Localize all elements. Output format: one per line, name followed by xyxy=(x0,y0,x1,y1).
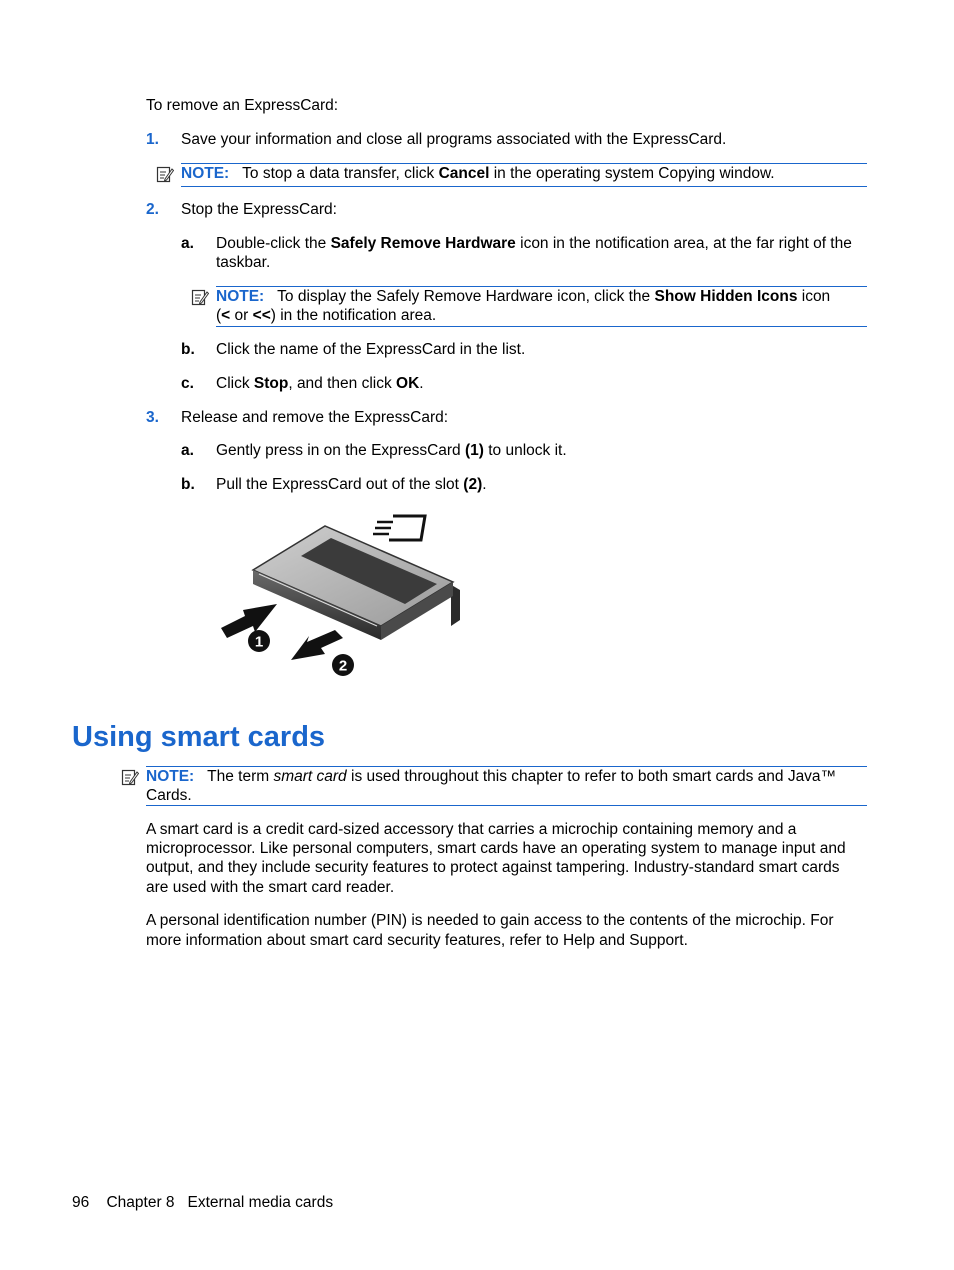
section-heading: Using smart cards xyxy=(72,721,326,753)
footer-chapter-title: External media cards xyxy=(187,1194,334,1211)
callout-1-label: 1 xyxy=(254,633,264,651)
step-2b-text: Click the name of the ExpressCard in the list. xyxy=(216,341,526,358)
page-number: 96 xyxy=(72,1194,90,1211)
paragraph-1-line-3: output, and they include security features to protect against tampering. Industry-standard smart cards xyxy=(146,859,840,876)
step-2a-text: Double-click the Safely Remove Hardware icon in the notification area, at the far right of the xyxy=(216,235,852,252)
note-1-bottom-rule xyxy=(181,186,867,187)
step-2a-text-line-2: taskbar. xyxy=(216,254,271,271)
step-3-number: 3. xyxy=(146,409,159,426)
note-2-text: NOTE: To display the Safely Remove Hardware icon, click the Show Hidden Icons icon xyxy=(216,288,831,305)
intro-text: To remove an ExpressCard: xyxy=(146,97,339,114)
note-3-text: NOTE: The term smart card is used throughout this chapter to refer to both smart cards and Java™ xyxy=(146,768,837,785)
note-2-label: NOTE: xyxy=(216,288,265,305)
note-2-text-line-2: (< or <<) in the notification area. xyxy=(216,307,437,324)
step-2c-letter: c. xyxy=(181,375,194,392)
paragraph-2-line-1: A personal identification number (PIN) is needed to gain access to the contents of the microchip. For xyxy=(146,912,834,929)
note-3-text-line-2: Cards. xyxy=(146,787,192,804)
step-3a-text: Gently press in on the ExpressCard (1) to unlock it. xyxy=(216,442,567,459)
note-2-bottom-rule xyxy=(216,326,867,327)
step-1-text: Save your information and close all programs associated with the ExpressCard. xyxy=(181,131,727,148)
callout-2-label: 2 xyxy=(338,657,348,675)
note-icon xyxy=(121,768,139,786)
step-1-number: 1. xyxy=(146,131,159,148)
step-3b-letter: b. xyxy=(181,476,195,493)
note-3-bottom-rule xyxy=(146,805,867,806)
pull-out-arrow xyxy=(291,630,343,660)
note-icon xyxy=(156,165,174,183)
note-1-label: NOTE: xyxy=(181,165,230,182)
step-2-number: 2. xyxy=(146,201,159,218)
paragraph-2-line-2: more information about smart card security features, refer to Help and Support. xyxy=(146,932,688,949)
page-footer xyxy=(72,1193,333,1212)
step-2a-letter: a. xyxy=(181,235,194,252)
expresscard-symbol-icon xyxy=(373,516,425,540)
step-3-text: Release and remove the ExpressCard: xyxy=(181,409,449,426)
push-in-arrow xyxy=(221,604,277,638)
note-3-label: NOTE: xyxy=(146,768,195,785)
note-icon xyxy=(191,288,209,306)
paragraph-1-line-2: microprocessor. Like personal computers, smart cards have an operating system to manage input and xyxy=(146,840,846,857)
expresscard-removal-illustration xyxy=(215,508,475,683)
step-2-text: Stop the ExpressCard: xyxy=(181,201,337,218)
step-2b-letter: b. xyxy=(181,341,195,358)
step-3a-letter: a. xyxy=(181,442,194,459)
paragraph-1-line-1: A smart card is a credit card-sized accessory that carries a microchip containing memory and a xyxy=(146,821,797,838)
footer-chapter: Chapter 8 xyxy=(106,1194,175,1211)
note-1-text: NOTE: To stop a data transfer, click Cancel in the operating system Copying window. xyxy=(181,165,775,182)
step-2c-text: Click Stop, and then click OK. xyxy=(216,375,424,392)
paragraph-1-line-4: are used with the smart card reader. xyxy=(146,879,395,896)
step-3b-text: Pull the ExpressCard out of the slot (2). xyxy=(216,476,487,493)
